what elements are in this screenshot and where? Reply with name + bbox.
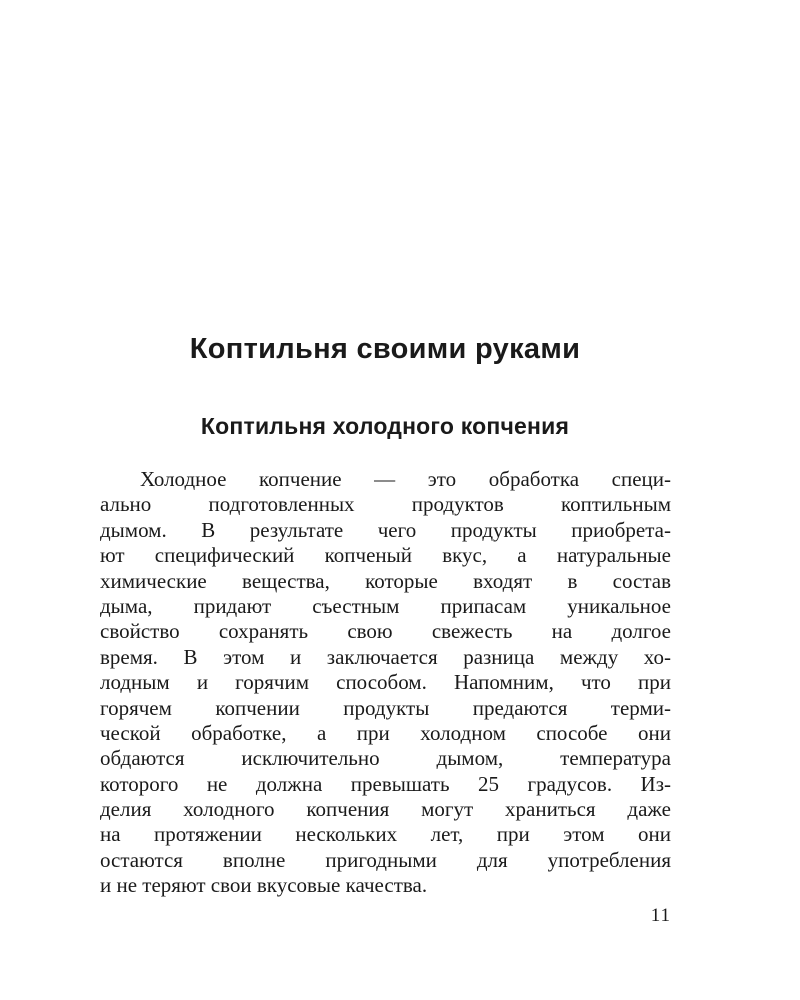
chapter-title: Коптильня своими руками <box>189 333 581 365</box>
section-title: Коптильня холодного копчения <box>200 413 570 439</box>
paragraph-line: химические вещества, которые входят в состав <box>100 568 671 593</box>
paragraph-line: Холодное копчение — это обработка специ- <box>140 467 671 491</box>
paragraph-line: дыма, придают съестным припасам уникальное <box>100 593 671 618</box>
page-number: 11 <box>650 905 671 926</box>
paragraph-line: время. В этом и заключается разница между хо- <box>100 644 671 669</box>
paragraph-line: ально подготовленных продуктов коптильным <box>100 492 671 517</box>
paragraph-line: на протяжении нескольких лет, при этом они <box>100 822 671 847</box>
paragraph-line: свойство сохранять свою свежесть на долгое <box>100 619 671 644</box>
paragraph-line: остаются вполне пригодными для употребления <box>100 847 671 872</box>
paragraph-line: ют специфический копченый вкус, а натуральные <box>100 543 671 568</box>
paragraph-line: дымом. В результате чего продукты приобрета- <box>100 517 671 542</box>
body-paragraph <box>100 467 671 899</box>
paragraph-line: и не теряют свои вкусовые качества. <box>100 873 428 898</box>
paragraph-line: обдаются исключительно дымом, температура <box>100 746 671 771</box>
paragraph-line: горячем копчении продукты предаются терми- <box>100 695 671 720</box>
paragraph-line: делия холодного копчения могут храниться даже <box>100 797 671 822</box>
paragraph-line: ческой обработке, а при холодном способе они <box>100 720 671 745</box>
paragraph-line: лодным и горячим способом. Напомним, что при <box>100 670 671 695</box>
paragraph-line: которого не должна превышать 25 градусов. Из- <box>100 771 671 796</box>
